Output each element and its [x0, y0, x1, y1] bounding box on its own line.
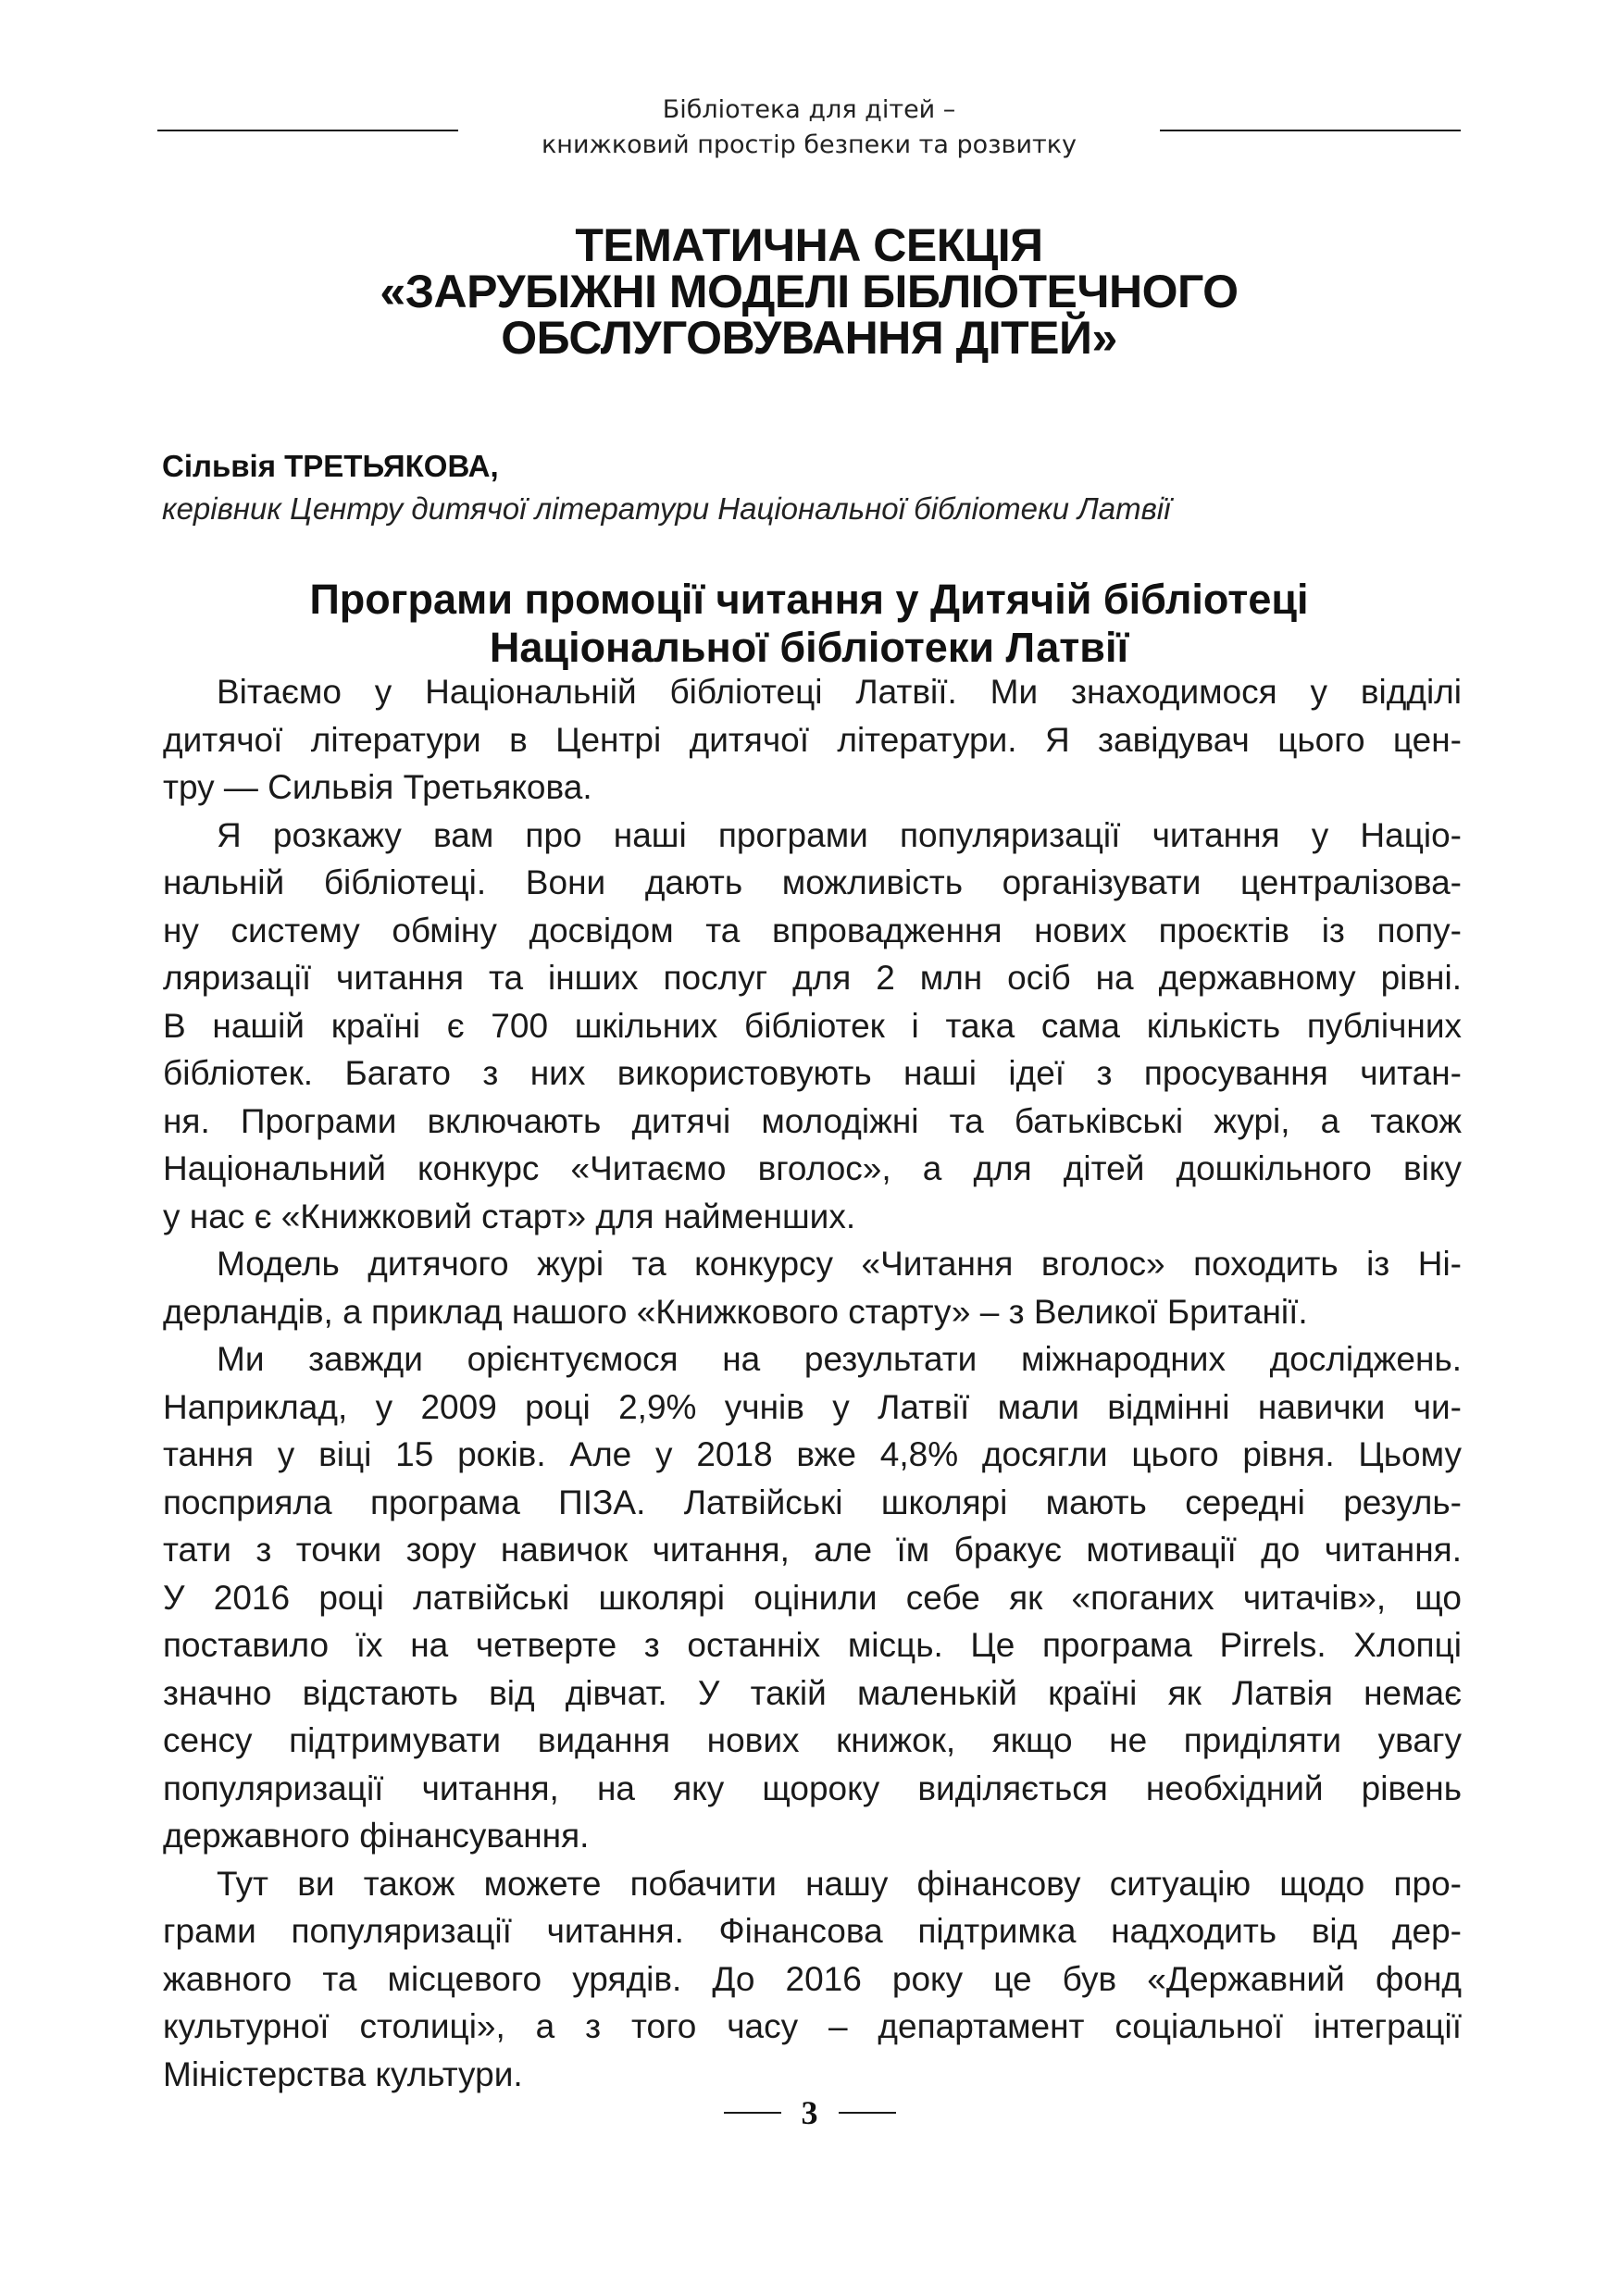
body-paragraph	[163, 668, 1462, 812]
body-line: ня. Програми включають дитячі молодіжні та батьківські журі, а також	[163, 1101, 1462, 1140]
body-line: Ми завжди орієнтуємося на результати міжнародних досліджень.	[217, 1340, 1462, 1378]
body-line: грами популяризації читання. Фінансова підтримка надходить від дер-	[163, 1912, 1462, 1950]
body-line: У 2016 році латвійські школярі оцінили себе як «поганих читачів», що	[163, 1578, 1462, 1617]
running-head-text	[157, 93, 1461, 163]
body-line: Наприклад, у 2009 році 2,9% учнів у Латвії мали відмінні навички чи-	[163, 1387, 1462, 1426]
body-line: Вітаємо у Національній бібліотеці Латвії. Ми знаходимося у відділі	[217, 673, 1462, 711]
body-line: Я розкажу вам про наші програми популяризації читання у Націо-	[217, 815, 1462, 854]
body-line: поставило їх на четверте з останніх місць. Це програма Pirrels. Хлопці	[163, 1626, 1462, 1664]
author-block	[162, 446, 1458, 531]
body-line: державного фінансування.	[163, 1817, 590, 1855]
section-title	[157, 219, 1461, 364]
running-head-line-2: книжковий простір безпеки та розвитку	[541, 130, 1077, 159]
footer-rule-right	[839, 2112, 896, 2114]
body-line: значно відстають від дівчат. У такій маленькій країні як Латвія немає	[163, 1673, 1462, 1712]
running-head-rule-right	[1160, 130, 1461, 131]
article-title-line-2: Національної бібліотеки Латвії	[489, 624, 1129, 671]
body-line: сенсу підтримувати видання нових книжок, якщо не приділяти увагу	[163, 1721, 1462, 1759]
page-number: 3	[801, 2094, 818, 2131]
body-line: тання у віці 15 років. Але у 2018 вже 4,8% досягли цього рівня. Цьому	[163, 1435, 1462, 1473]
section-title-line-2: «ЗАРУБІЖНІ МОДЕЛІ БІБЛІОТЕЧНОГО	[380, 266, 1239, 317]
body-line: нальній бібліотеці. Вони дають можливість організувати централізова-	[163, 863, 1462, 901]
body-line: посприяла програма ПІЗА. Латвійські школярі мають середні резуль-	[163, 1483, 1462, 1521]
body-line: дитячої літератури в Центрі дитячої літератури. Я завідувач цього цен-	[163, 720, 1462, 759]
body-line: жавного та місцевого урядів. До 2016 року це був «Державний фонд	[163, 1959, 1462, 1998]
body-line: популяризації читання, на яку щороку виділяється необхідний рівень	[163, 1769, 1462, 1807]
body-line: Міністерства культури.	[163, 2054, 523, 2093]
article-title	[157, 576, 1461, 672]
section-title-line-1: ТЕМАТИЧНА СЕКЦІЯ	[575, 219, 1043, 271]
footer-rule-left	[724, 2112, 781, 2114]
body-paragraph	[163, 1335, 1462, 1860]
body-line: ну систему обміну досвідом та впровадження нових проєктів із попу-	[163, 911, 1462, 949]
body-line: культурної столиці», а з того часу – департамент соціальної інтеграції	[163, 2007, 1462, 2045]
body-line: Національний конкурс «Читаємо вголос», а для дітей дошкільного віку	[163, 1149, 1462, 1187]
page-footer	[0, 2094, 1619, 2131]
body-line: В нашій країні є 700 шкільних бібліотек і така сама кількість публічних	[163, 1006, 1462, 1045]
author-role: керівник Центру дитячої літератури Національної бібліотеки Латвії	[162, 491, 1171, 526]
body-line: бібліотек. Багато з них використовують наші ідеї з просування читан-	[163, 1054, 1462, 1092]
body-line: ляризації читання та інших послуг для 2 млн осіб на державному рівні.	[163, 959, 1462, 997]
running-head	[157, 85, 1461, 168]
body-paragraph	[163, 1240, 1462, 1335]
body-paragraph	[163, 812, 1462, 1241]
body-line: у нас є «Книжковий старт» для найменших.	[163, 1197, 856, 1235]
section-title-line-3: ОБСЛУГОВУВАННЯ ДІТЕЙ»	[501, 312, 1117, 364]
author-name: Сільвія ТРЕТЬЯКОВА,	[162, 449, 499, 483]
body-line: тати з точки зору навичок читання, але їм бракує мотивації до читання.	[163, 1531, 1462, 1569]
running-head-line-1: Бібліотека для дітей –	[662, 95, 956, 124]
article-body	[163, 668, 1462, 2098]
body-line: Тут ви також можете побачити нашу фінансову ситуацію щодо про-	[217, 1864, 1462, 1903]
body-line: тру — Сильвія Третьякова.	[163, 768, 592, 806]
body-line: Модель дитячого журі та конкурсу «Читання вголос» походить із Ні-	[217, 1245, 1462, 1283]
body-line: дерландів, а приклад нашого «Книжкового старту» – з Великої Британії.	[163, 1292, 1308, 1331]
article-title-line-1: Програми промоції читання у Дитячій бібліотеці	[309, 576, 1309, 623]
body-paragraph	[163, 1860, 1462, 2099]
